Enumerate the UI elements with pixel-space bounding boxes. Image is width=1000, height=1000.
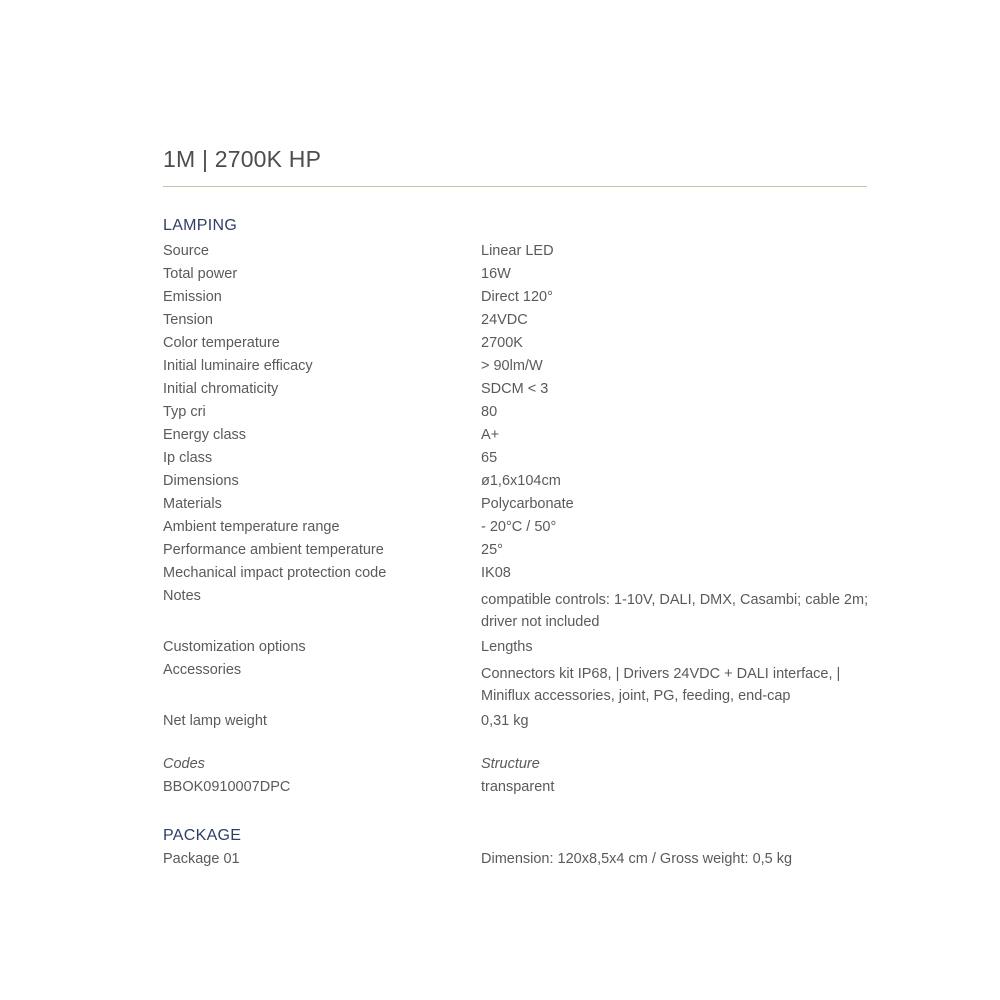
spec-label: Notes (163, 588, 201, 604)
title-divider (163, 186, 867, 187)
structure-value: transparent (481, 779, 555, 795)
spec-value: Linear LED (481, 243, 554, 259)
spec-label: Initial luminaire efficacy (163, 358, 313, 374)
spec-value: IK08 (481, 565, 511, 581)
spec-value: 16W (481, 266, 511, 282)
spec-value: SDCM < 3 (481, 381, 549, 397)
spec-row-energy-class (163, 424, 873, 447)
spec-row-color-temperature (163, 332, 873, 355)
spec-label: Dimensions (163, 473, 239, 489)
spec-row-notes (163, 585, 873, 633)
spec-label: Color temperature (163, 335, 280, 351)
spec-label: Emission (163, 289, 222, 305)
lamping-spec-list (163, 240, 873, 733)
package-heading: PACKAGE (163, 827, 242, 844)
spec-row-ip-class (163, 447, 873, 470)
spec-row-total-power (163, 263, 873, 286)
spec-label: Net lamp weight (163, 713, 267, 729)
spec-value: 24VDC (481, 312, 528, 328)
spec-value: 80 (481, 404, 498, 420)
spec-value: 0,31 kg (481, 713, 529, 729)
spec-row-dimensions (163, 470, 873, 493)
spec-row-materials (163, 493, 873, 516)
spec-value: - 20°C / 50° (481, 519, 557, 535)
spec-label: Performance ambient temperature (163, 542, 384, 558)
package-label: Package 01 (163, 851, 240, 867)
spec-label: Accessories (163, 662, 242, 678)
spec-value: Connectors kit IP68, | Drivers 24VDC + DALI interface, | Miniflux accessories, joint, PG, feeding, end-cap (481, 666, 841, 704)
spec-row-source (163, 240, 873, 263)
spec-label: Ip class (163, 450, 213, 466)
spec-row-ambient-temperature (163, 516, 873, 539)
spec-value: ø1,6x104cm (481, 473, 561, 489)
spec-value: Lengths (481, 639, 533, 655)
spec-row-customization (163, 636, 873, 659)
spec-value: > 90lm/W (481, 358, 543, 374)
spec-label: Customization options (163, 639, 306, 655)
spec-label: Total power (163, 266, 238, 282)
spec-label: Mechanical impact protection code (163, 565, 387, 581)
structure-heading: Structure (481, 756, 540, 772)
page-title: 1M | 2700K HP (163, 146, 322, 172)
spec-value: Direct 120° (481, 289, 553, 305)
spec-label: Energy class (163, 427, 247, 443)
spec-value: 25° (481, 542, 503, 558)
spec-label: Typ cri (163, 404, 206, 420)
codes-heading: Codes (163, 756, 205, 772)
spec-row-impact-protection (163, 562, 873, 585)
lamping-heading: LAMPING (163, 217, 238, 234)
spec-row-initial-chromaticity (163, 378, 873, 401)
product-code: BBOK0910007DPC (163, 779, 291, 795)
spec-label: Initial chromaticity (163, 381, 279, 397)
spec-value: compatible controls: 1-10V, DALI, DMX, Casambi; cable 2m; driver not included (481, 592, 869, 630)
spec-row-performance-temperature (163, 539, 873, 562)
spec-row-tension (163, 309, 873, 332)
spec-label: Source (163, 243, 209, 259)
spec-row-emission (163, 286, 873, 309)
spec-label: Materials (163, 496, 222, 512)
spec-row-accessories (163, 659, 873, 707)
spec-value: 2700K (481, 335, 523, 351)
spec-label: Ambient temperature range (163, 519, 340, 535)
spec-row-typ-cri (163, 401, 873, 424)
spec-row-net-weight (163, 710, 873, 733)
package-value: Dimension: 120x8,5x4 cm / Gross weight: 0,5 kg (481, 851, 793, 867)
spec-value: Polycarbonate (481, 496, 574, 512)
spec-value: 65 (481, 450, 498, 466)
spec-label: Tension (163, 312, 213, 328)
spec-value: A+ (481, 427, 500, 443)
spec-row-initial-efficacy (163, 355, 873, 378)
